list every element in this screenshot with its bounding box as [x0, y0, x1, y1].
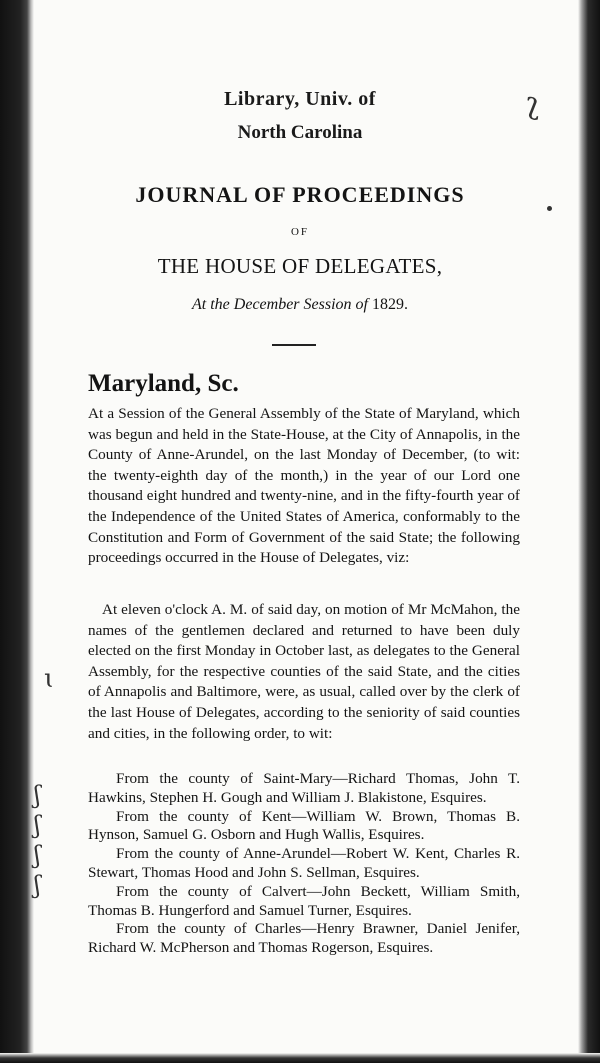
paragraph-text: At eleven o'clock A. M. of said day, on motion of Mr McMahon, the names of the gentlemen declared and returned to have been duly elected on the first Monday in October last, as delegates to the General Assembly, for the respective counties of the said State, and the cities of Annapolis and Baltimore, were, as usual, called over by the clerk of the last House of Delegates, according to the seniority of said counties and cities, in the following order, to wit:: [88, 601, 520, 742]
list-item: From the county of Anne-Arundel—Robert W. Kent, Charles R. Stewart, Thomas Hood and John S. Sellman, Esquires.: [88, 845, 520, 881]
page-edge-bottom: [0, 1053, 600, 1063]
title-of: OF: [290, 226, 310, 238]
margin-pencil-mark-icon: ɩ: [44, 664, 55, 694]
paragraph-text: At a Session of the General Assembly of the State of Maryland, which was begun and held in the State-House, at the City of Annapolis, in the County of Anne-Arundel, on the last Monday of December, (to wit: the twenty-eighth day of the month,) in the year of our Lord one thousand eight hundred and twenty-nine, and in the fifty-fourth year of the Independence of the United States of America, conformably to the Constitution and Form of Government of the said State; the following proceedings occurred in the House of Delegates, viz:: [88, 405, 520, 567]
opening-paragraph: [88, 404, 520, 569]
session-prefix: At the December Session of: [192, 296, 368, 313]
library-stamp-line2: North Carolina: [237, 122, 363, 143]
binding-edge-right: [578, 0, 600, 1063]
list-item: From the county of Kent—William W. Brown, Thomas B. Hynson, Samuel G. Osborn and Hugh Wallis, Esquires.: [88, 807, 520, 844]
roll-call-paragraph: [88, 600, 520, 744]
list-item: From the county of Saint-Mary—Richard Thomas, John T. Hawkins, Stephen H. Gough and William J. Blakistone, Esquires.: [88, 770, 520, 806]
session-year: 1829.: [371, 296, 408, 313]
margin-pencil-squiggle-icon: ʃ ʃ ʃ ʃ: [34, 781, 41, 899]
library-stamp-line1: Library, Univ. of: [224, 88, 376, 110]
session-line: [0, 296, 600, 314]
binding-edge-left: [0, 0, 34, 1063]
county-delegates-list: [88, 770, 520, 958]
section-heading: Maryland, Sc.: [88, 370, 239, 397]
pencil-mark-icon: ʅ: [523, 85, 543, 122]
list-item: From the county of Charles—Henry Brawner, Daniel Jenifer, Richard W. McPherson and Thomas Rogerson, Esquires.: [88, 920, 520, 957]
list-item: From the county of Calvert—John Beckett, William Smith, Thomas B. Hungerford and Samuel Turner, Esquires.: [88, 882, 520, 919]
title-divider: [272, 344, 316, 346]
house-title: THE HOUSE OF DELEGATES,: [157, 254, 443, 278]
journal-title: JOURNAL OF PROCEEDINGS: [135, 182, 465, 207]
